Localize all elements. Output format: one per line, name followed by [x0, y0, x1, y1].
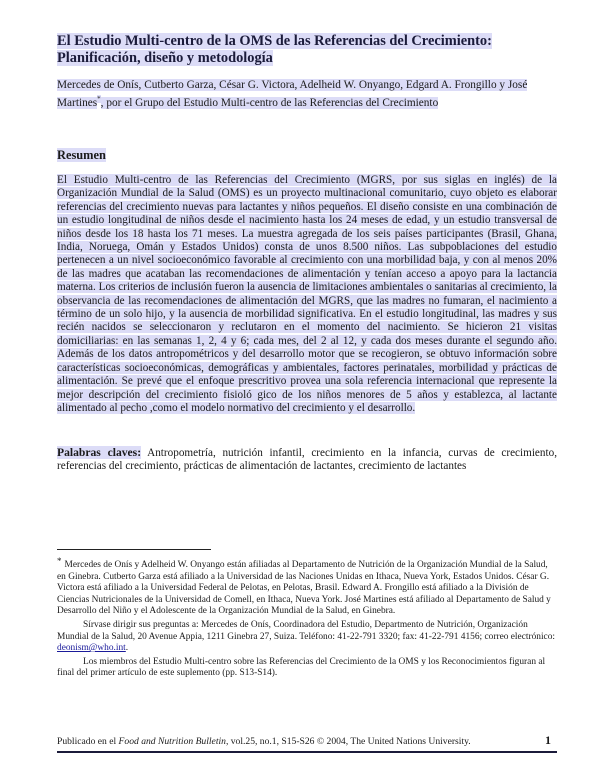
abstract-heading-text: Resumen: [57, 148, 106, 162]
footer-suffix: , vol.25, no.1, S15-S26 © 2004, The United Nations University.: [225, 736, 471, 747]
footnotes: [57, 556, 557, 680]
footnote-affiliations: [57, 556, 557, 618]
author-group: , por el Grupo del Estudio Multi-centro de las Referencias del Crecimiento: [100, 97, 439, 110]
footnote-mark: *: [57, 556, 62, 566]
footnote-contact-end: .: [125, 643, 129, 654]
article-title-text: El Estudio Multi-centro de la OMS de las Referencias del Crecimiento: Planificación, diseño y metodología: [57, 33, 492, 66]
footnote-contact: [57, 620, 557, 655]
footnote-members: Los miembros del Estudio Multi-centro sobre las Referencias del Crecimiento de la OMS y los Reconocimientos figuran al final del primer artículo de este suplemento (pp. S13-S14).: [57, 656, 546, 679]
keywords-text: Antropometría, nutrición infantil, crecimiento en la infancia, curvas de crecimiento, referencias del crecimiento, prácticas de alimentación de lactantes, crecimiento de lactantes: [57, 447, 557, 473]
footer-prefix: Publicado en el: [57, 736, 119, 747]
author-names: Mercedes de Onís, Cutberto Garza, César G. Victora, Adelheid W. Onyango, Edgard A. Frongillo y José Martines: [57, 79, 528, 110]
article-title: [57, 33, 557, 67]
abstract-heading: [57, 148, 106, 163]
contact-email-link[interactable]: deonism@who.int: [57, 643, 126, 654]
keywords-section: [57, 446, 557, 474]
footnote-divider: [57, 549, 211, 550]
author-footnote-mark: *: [97, 95, 101, 104]
footnote-contact-text: Sírvase dirigir sus preguntas a: Mercedes de Onís, Coordinadora del Estudio, Departmento de Nutrición, Organización Mundial de la Salud, 20 Avenue Appia, 1211 Ginebra 27, Suiza. Teléfono: 41-22-791 3320; fax: 41-22-791 4156; correo electrónico:: [57, 619, 556, 642]
footer-journal: Food and Nutrition Bulletin: [118, 736, 226, 747]
page-footer: [57, 736, 527, 748]
keywords-label: Palabras claves:: [57, 446, 142, 459]
footer-divider: [57, 751, 557, 753]
author-list: [57, 78, 557, 111]
abstract-body: [57, 174, 557, 415]
abstract-text: El Estudio Multi-centro de las Referencias del Crecimiento (MGRS, por sus siglas en inglés) de la Organización Mundial de la Salud (OMS) es un proyecto multinacional comunitario, cuyo objeto es elaborar referencias del crecimiento nuevas para lactantes y niños pequeños. El diseño consiste en una combinación de un estudio longitudinal de niños desde el nacimiento hasta los 24 meses de edad, y un estudio transversal de niños desde los 18 hasta los 71 meses. La muestra agregada de los seis países participantes (Brasil, Ghana, India, Noruega, Omán y Estados Unidos) consta de unos 8.500 niños. Las subpoblaciones del estudio pertenecen a un nivel socioeconómico favorable al crecimiento con una morbilidad baja, y con al menos 20% de las madres que acataban las recomendaciones de alimentación y tenían acceso a apoyo para la lactancia materna. Los criterios de inclusión fueron la ausencia de limitaciones ambientales o sanitarias al crecimiento, la observancia de las recomendaciones de alimentación del MGRS, que las madres no fumaran, el nacimiento a término de un solo hijo, y la ausencia de morbilidad significativa. En el estudio longitudinal, las madres y sus recién nacidos se seleccionaron y reclutaron en el momento del nacimiento. Se hicieron 21 visitas domiciliarias: en las semanas 1, 2, 4 y 6; cada mes, del 2 al 12, y cada dos meses durante el segundo año. Además de los datos antropométricos y del desarrollo motor que se recogieron, se obtuvo información sobre características socioeconómicas, demográficas y ambientales, factores perinatales, morbilidad y prácticas de alimentación. Se prevé que el enfoque prescritivo provea una sola referencia internacional que represente la mejor descripción del crecimiento fisioló gico de los niños menores de 5 años y establezca, al lactante alimentado al pecho ,como el modelo normativo del crecimiento y el desarrollo.: [57, 174, 557, 414]
page-number: 1: [545, 733, 551, 747]
footnote-affiliations-text: Mercedes de Onís y Adelheid W. Onyango están afiliadas al Departamento de Nutrición de la Organización Mundial de la Salud, en Ginebra. Cutberto Garza está afiliado a la Universidad de las Naciones Unidas en Ithaca, Nueva York, Estados Unidos. César G. Victora está afiliado a la Universidad Federal de Pelotas, en Pelotas, Brasil. Edward A. Frongillo está afiliado a la División de Ciencias Nutricionales de la Universidad de Comell, en Ithaca, Nueva York. José Martines está afiliado al Departamento de Salud y Desarrollo del Niño y el Adolescente de la Organización Mundial de la Salud, en Ginebra.: [57, 560, 551, 617]
